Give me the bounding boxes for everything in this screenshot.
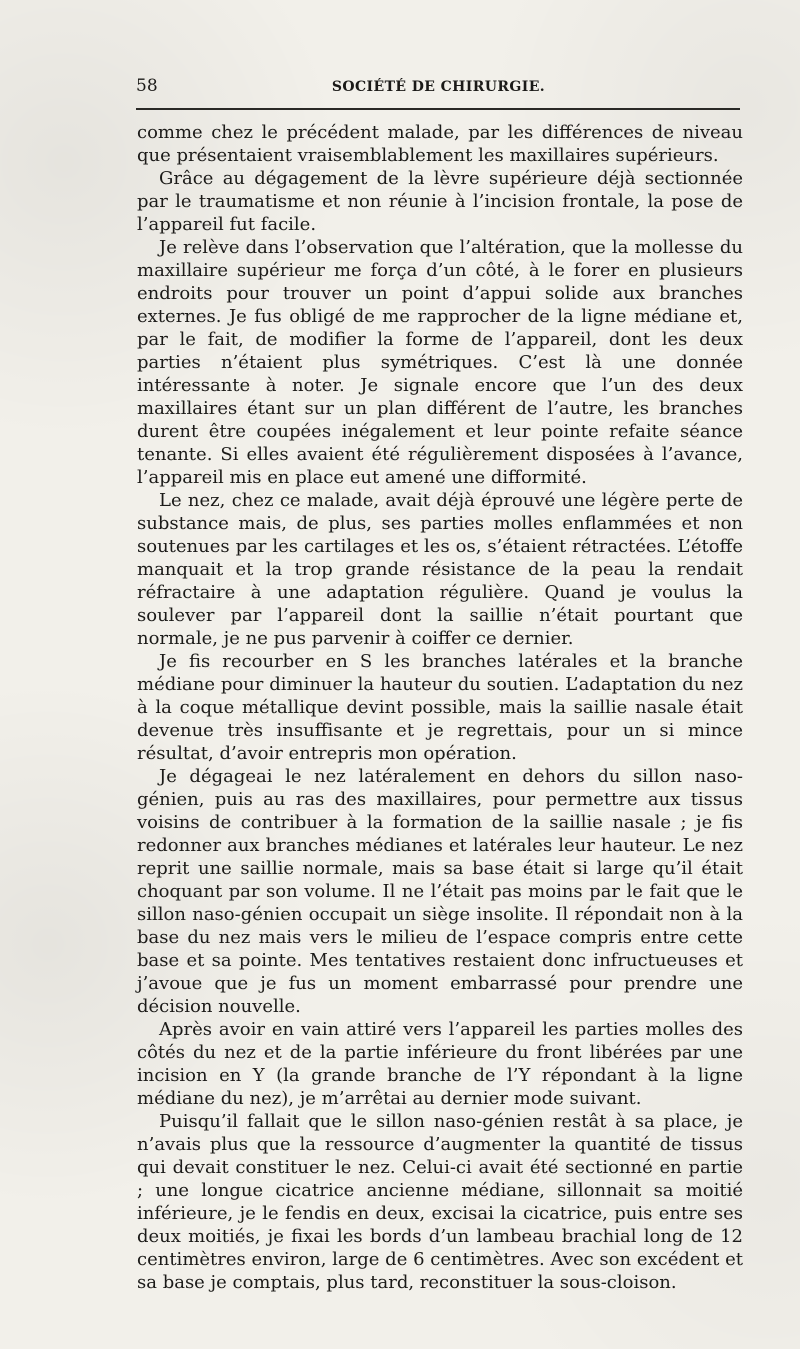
running-title: SOCIÉTÉ DE CHIRURGIE. <box>331 79 546 95</box>
paragraph-1: comme chez le précédent malade, par les différences de niveau que présentaient vraisemblablement les maxillaires supérieurs. <box>137 122 743 166</box>
paragraph-2: Grâce au dégagement de la lèvre supérieure déjà sectionnée par le traumatisme et non réunie à l’incision frontale, la pose de l’appareil fut facile. <box>137 168 743 235</box>
paragraph-7: Après avoir en vain attiré vers l’appareil les parties molles des côtés du nez et de la partie inférieure du front libérées par une incision en Y (la grande branche de l’Y répondant à la ligne médiane du nez), je m’arrêtai au dernier mode suivant. <box>137 1019 743 1109</box>
body-text <box>137 121 743 1294</box>
page-number: 58 <box>136 76 158 96</box>
paragraph-3: Je relève dans l’observation que l’altération, que la mollesse du maxillaire supérieur me força d’un côté, à le forer en plusieurs endroits pour trouver un point d’appui solide aux branches externes. Je fus obligé de me rapprocher de la ligne médiane et, par le fait, de modifier la forme de l’appareil, dont les deux parties n’étaient plus symétriques. C’est là une donnée intéressante à noter. Je signale encore que l’un des deux maxillaires étant sur un plan différent de l’autre, les branches durent être coupées inégalement et leur pointe refaite séance tenante. Si elles avaient été régulièrement disposées à l’avance, l’appareil mis en place eut amené une difformité. <box>137 237 743 488</box>
paragraph-6: Je dégageai le nez latéralement en dehors du sillon naso-génien, puis au ras des maxillaires, pour permettre aux tissus voisins de contribuer à la formation de la saillie nasale ; je fis redonner aux branches médianes et latérales leur hauteur. Le nez reprit une saillie normale, mais sa base était si large qu’il était choquant par son volume. Il ne l’était pas moins par le fait que le sillon naso-génien occupait un siège insolite. Il répondait non à la base du nez mais vers le milieu de l’espace compris entre cette base et sa pointe. Mes tentatives restaient donc infructueuses et j’avoue que je fus un moment embarrassé pour prendre une décision nouvelle. <box>137 766 743 1017</box>
paragraph-8: Puisqu’il fallait que le sillon naso-génien restât à sa place, je n’avais plus que la ressource d’augmenter la quantité de tissus qui devait constituer le nez. Celui-ci avait été sectionné en partie ; une longue cicatrice ancienne médiane, sillonnait sa moitié inférieure, je le fendis en deux, excisai la cicatrice, puis entre ses deux moitiés, je fixai les bords d’un lambeau brachial long de 12 centimètres environ, large de 6 centimètres. Avec son excédent et sa base je comptais, plus tard, reconstituer la sous-cloison. <box>137 1111 743 1293</box>
paragraph-4: Le nez, chez ce malade, avait déjà éprouvé une légère perte de substance mais, de plus, ses parties molles enflammées et non soutenues par les cartilages et les os, s’étaient rétractées. L’étoffe manquait et la trop grande résistance de la peau la rendait réfractaire à une adaptation régulière. Quand je voulus la soulever par l’appareil dont la saillie n’était pourtant que normale, je ne pus parvenir à coiffer ce dernier. <box>137 490 743 649</box>
page-header <box>136 76 741 106</box>
header-rule <box>136 108 740 110</box>
paragraph-5: Je fis recourber en S les branches latérales et la branche médiane pour diminuer la hauteur du soutien. L’adaptation du nez à la coque métallique devint possible, mais la saillie nasale était devenue très insuffisante et je regrettais, pour un si mince résultat, d’avoir entrepris mon opération. <box>137 651 743 764</box>
